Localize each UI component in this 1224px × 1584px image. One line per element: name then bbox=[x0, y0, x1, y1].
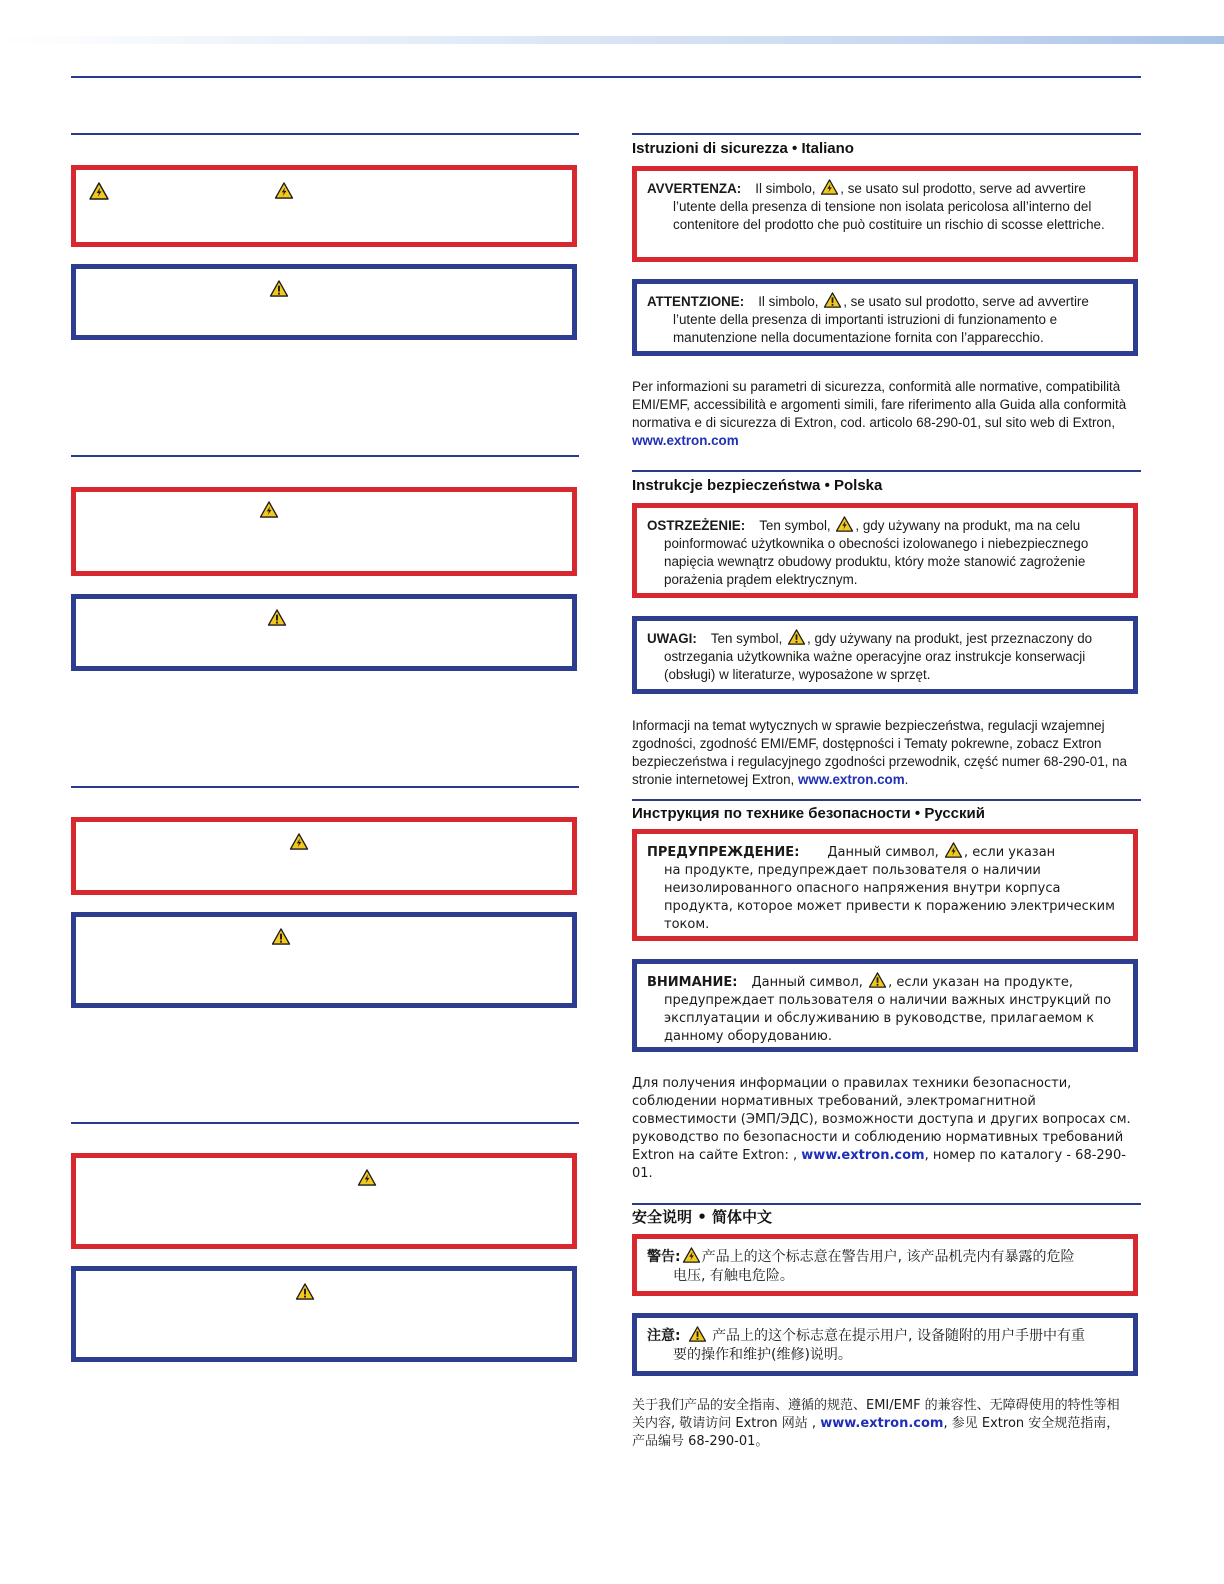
zh-caution-box bbox=[632, 1313, 1138, 1376]
ru-section-title: Инструкция по технике безопасности • Русский bbox=[632, 805, 985, 822]
lightning-warning-triangle-icon bbox=[88, 182, 110, 200]
zh-warning-text-cont: 电压, 有触电危险。 bbox=[673, 1268, 794, 1284]
pl-warning-box bbox=[632, 503, 1138, 598]
pl-section-title: Instrukcje bezpieczeństwa • Polska bbox=[632, 477, 883, 494]
it-caution-box bbox=[632, 279, 1138, 356]
left-warning-box-2 bbox=[71, 487, 577, 576]
zh-extron-link[interactable]: www.extron.com bbox=[820, 1416, 944, 1431]
zh-warning-box bbox=[632, 1234, 1138, 1296]
pl-extron-link[interactable]: www.extron.com bbox=[798, 772, 905, 787]
pl-warning-text-post: , gdy używany na produkt, ma na celu bbox=[855, 518, 1081, 533]
left-warning-box-4 bbox=[71, 1153, 577, 1249]
exclamation-warning-triangle-icon bbox=[868, 972, 887, 988]
pl-warning-label: OSTRZEŻENIE: bbox=[647, 518, 746, 533]
pl-info-paragraph bbox=[632, 717, 1147, 789]
left-warning-box-1 bbox=[71, 165, 577, 247]
it-warning-label: AVVERTENZA: bbox=[647, 181, 742, 196]
left-section-rule-4 bbox=[71, 1122, 579, 1124]
zh-caution-text-post: 产品上的这个标志意在提示用户, 设备随附的用户手册中有重 bbox=[712, 1328, 1085, 1344]
ru-caution-text-cont: предупреждает пользователя о наличии важных инструкций по эксплуатации и обслуживанию в руководстве, прилагаемом к данному оборудованию. bbox=[664, 993, 1112, 1044]
it-info-paragraph bbox=[632, 378, 1147, 450]
lightning-warning-triangle-icon bbox=[820, 179, 839, 195]
pl-caution-text-post: , gdy używany na produkt, jest przeznaczony do bbox=[807, 631, 1093, 646]
left-warning-box-3 bbox=[71, 817, 577, 895]
pl-info-text: Informacji na temat wytycznych w sprawie bezpieczeństwa, regulacji wzajemnej zgodności, zgodność EMI/EMF, dostępności i Tematy pokrewne, zobacz Extron bezpieczeństwa i regulacyjnego zgodności przewodnik, część numer 68-290-01, na stronie internetowej Extron, bbox=[632, 718, 1127, 787]
it-info-text: Per informazioni su parametri di sicurezza, conformità alle normative, compatibilità EMI/EMF, accessibilità e argomenti simili, fare riferimento alla Guida alla conformità normativa e di sicurezza di Extron, cod. articolo 68-290-01, sul sito web di Extron, bbox=[632, 379, 1127, 430]
zh-info-tail: , 参见 Extron 安全规范指南，产品编号 68-290-01。 bbox=[632, 1416, 1120, 1449]
pl-section-rule bbox=[632, 470, 1141, 472]
it-warning-text-pre: Il simbolo, bbox=[755, 181, 816, 196]
left-section-rule-1 bbox=[71, 133, 579, 135]
ru-caution-box bbox=[632, 959, 1138, 1052]
left-caution-box-4 bbox=[71, 1266, 577, 1362]
pl-caution-text-pre: Ten symbol, bbox=[710, 631, 783, 646]
ru-section-rule bbox=[632, 799, 1141, 801]
ru-warning-label: ПРЕДУПРЕЖДЕНИЕ: bbox=[647, 845, 800, 860]
ru-warning-box bbox=[632, 829, 1138, 941]
pl-warning-text-cont: poinformować użytkownika o obecności izolowanego i niebezpiecznego napięcia wewnątrz obudowy produktu, który może stanowić zagrożenie porażenia prądem elektrycznym. bbox=[664, 536, 1089, 587]
left-caution-box-1 bbox=[71, 264, 577, 340]
zh-caution-text-cont: 要的操作和维护(维修)说明。 bbox=[673, 1347, 852, 1363]
ru-warning-text-cont: на продукте, предупреждает пользователя о наличии неизолированного опасного напряжения внутри корпуса продукта, которое может привести к поражению электрическим током. bbox=[664, 863, 1115, 932]
left-section-rule-2 bbox=[71, 455, 579, 457]
exclamation-warning-triangle-icon bbox=[295, 1283, 315, 1300]
header-rule bbox=[71, 76, 1141, 78]
lightning-warning-triangle-icon bbox=[835, 516, 854, 532]
ru-caution-text-pre: Данный символ, bbox=[751, 975, 863, 990]
exclamation-warning-triangle-icon bbox=[787, 629, 806, 645]
lightning-warning-triangle-icon bbox=[682, 1247, 701, 1263]
ru-info-text: Для получения информации о правилах техники безопасности, соблюдении нормативных требований, электромагнитной совместимости (ЭМП/ЭДС), возможности доступа и других вопросах см. руководство по безопасности и соблюдению нормативных требований Extron на сайте Extron: , bbox=[632, 1076, 1131, 1163]
it-warning-box bbox=[632, 166, 1138, 262]
it-caution-label: ATTENTZIONE: bbox=[647, 294, 745, 309]
left-section-rule-3 bbox=[71, 786, 579, 788]
left-caution-box-3 bbox=[71, 912, 577, 1008]
zh-section-title: 安全说明 • 简体中文 bbox=[632, 1208, 773, 1226]
zh-warning-text-post: 产品上的这个标志意在警告用户, 该产品机壳内有暴露的危险 bbox=[701, 1249, 1075, 1265]
pl-caution-label: UWAGI: bbox=[647, 631, 697, 646]
it-caution-text-post: , se usato sul prodotto, serve ad avvertire bbox=[843, 294, 1089, 309]
lightning-warning-triangle-icon bbox=[357, 1169, 377, 1186]
ru-caution-label: ВНИМАНИЕ: bbox=[647, 975, 738, 990]
ru-extron-link[interactable]: www.extron.com bbox=[801, 1148, 925, 1163]
it-extron-link[interactable]: www.extron.com bbox=[632, 433, 739, 448]
it-warning-text-cont: l’utente della presenza di tensione non isolata pericolosa all’interno del contenitore del prodotto che può costituire un rischio di scosse elettriche. bbox=[673, 199, 1105, 232]
lightning-warning-triangle-icon bbox=[274, 182, 294, 199]
lightning-warning-triangle-icon bbox=[259, 501, 279, 518]
exclamation-warning-triangle-icon bbox=[269, 280, 289, 297]
ru-warning-text-pre: Данный символ, bbox=[827, 845, 939, 860]
it-section-rule bbox=[632, 133, 1141, 135]
ru-caution-text-post: , если указан на продукте, bbox=[888, 975, 1073, 990]
it-section-title: Istruzioni di sicurezza • Italiano bbox=[632, 140, 854, 157]
lightning-warning-triangle-icon bbox=[289, 833, 309, 850]
exclamation-warning-triangle-icon bbox=[271, 928, 291, 945]
ru-warning-text-post: , если указан bbox=[963, 845, 1056, 860]
pl-caution-text-cont: ostrzegania użytkownika ważne operacyjne oraz instrukcje konserwacji (obsługi) w literaturze, wyposażone w sprzęt. bbox=[664, 649, 1086, 682]
pl-caution-box bbox=[632, 616, 1138, 694]
zh-caution-label: 注意: bbox=[647, 1328, 681, 1344]
left-caution-box-2 bbox=[71, 594, 577, 671]
it-warning-text-post: , se usato sul prodotto, serve ad avvertire bbox=[840, 181, 1086, 196]
zh-warning-label: 警告: bbox=[647, 1249, 681, 1265]
zh-section-rule bbox=[632, 1203, 1141, 1205]
pl-info-tail: . bbox=[904, 772, 909, 787]
exclamation-warning-triangle-icon bbox=[688, 1326, 707, 1342]
zh-info-paragraph bbox=[632, 1397, 1132, 1451]
it-caution-text-cont: l’utente della presenza di importanti istruzioni di funzionamento e manutenzione nella documentazione fornita con l’apparecchio. bbox=[673, 312, 1058, 345]
header-gradient-bar bbox=[0, 36, 1224, 44]
lightning-warning-triangle-icon bbox=[944, 842, 963, 858]
exclamation-warning-triangle-icon bbox=[267, 609, 287, 626]
it-caution-text-pre: Il simbolo, bbox=[758, 294, 819, 309]
ru-info-tail: , номер по каталогу - 68-290-01. bbox=[632, 1148, 1126, 1181]
zh-info-text: 关于我们产品的安全指南、遵循的规范、EMI/EMF 的兼容性、无障碍使用的特性等相关内容, 敬请访问 Extron 网站 , bbox=[632, 1398, 1120, 1431]
exclamation-warning-triangle-icon bbox=[823, 292, 842, 308]
ru-info-paragraph bbox=[632, 1075, 1137, 1183]
pl-warning-text-pre: Ten symbol, bbox=[759, 518, 831, 533]
